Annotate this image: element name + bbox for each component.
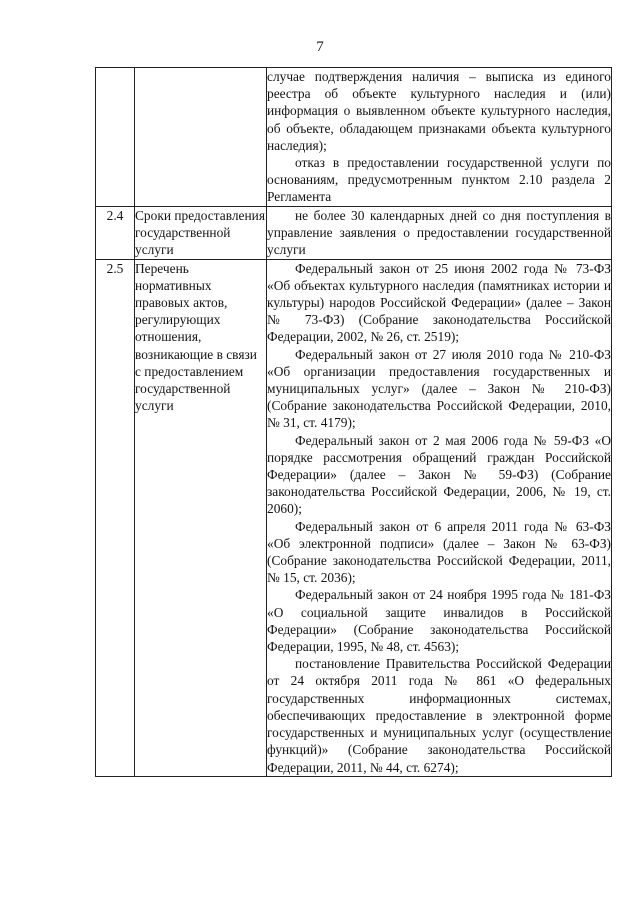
row-content [267,259,612,776]
content-paragraph: не более 30 календарных дней со дня поступления в управление заявления о предоставлении государственной услуги [267,208,611,258]
content-paragraph: постановление Правительства Российской Федерации от 24 октября 2011 года № 861 «О федеральных государственных информационных системах, обеспечивающих предоставление в электронной форме государственных и муниципальных услуг (осуществление функций)» (Собрание законодательства Российской Федерации, 2011, № 44, ст. 6274); [267,656,611,775]
row-content [267,68,612,207]
content-paragraph: Федеральный закон от 24 ноября 1995 года № 181-ФЗ «О социальной защите инвалидов в Российской Федерации» (Собрание законодательства Российской Федерации, 1995, № 48, ст. 4563); [267,587,611,655]
row-number [96,68,135,207]
content-paragraph: случае подтверждения наличия – выписка из единого реестра об объекте культурного наследия и (или) информация о выявленном объекте культурного наследия, об объекте, обладающем признаками объекта культурного наследия); [267,69,611,153]
content-paragraph: Федеральный закон от 6 апреля 2011 года № 63-ФЗ «Об электронной подписи» (далее – Закон № 63-ФЗ) (Собрание законодательства Российской Федерации, 2011, № 15, ст. 2036); [267,518,611,586]
row-title [135,68,267,207]
row-number: 2.4 [96,207,135,260]
content-paragraph: Федеральный закон от 2 мая 2006 года № 59-ФЗ «О порядке рассмотрения обращений граждан Российской Федерации» (далее – Закон № 59-ФЗ) (Собрание законодательства Российской Федерации, 2006, № 19, ст. 2060); [267,432,611,517]
table-row [96,207,612,260]
content-paragraph: Федеральный закон от 27 июля 2010 года № 210-ФЗ «Об организации предоставления государственных и муниципальных услуг» (далее – Закон № 210-ФЗ) (Собрание законодательства Российской Федерации, 2010, № 31, ст. 4179); [267,346,611,431]
table-row [96,259,612,776]
page-number: 7 [316,39,324,55]
row-number: 2.5 [96,259,135,776]
row-title: Сроки предоставления государственной услуги [135,208,265,258]
row-title: Перечень нормативных правовых актов, регулирующих отношения, возникающие в связи с предоставлением государственной услуги [135,259,267,776]
content-paragraph: отказ в предоставлении государственной услуги по основаниям, предусмотренным пунктом 2.10 раздела 2 Регламента [267,155,611,205]
row-content [267,207,612,260]
table-row [96,68,612,207]
content-paragraph: Федеральный закон от 25 июня 2002 года № 73-ФЗ «Об объектах культурного наследия (памятниках истории и культуры) народов Российской Федерации» (далее – Закон № 73-ФЗ) (Собрание законодательства Российской Федерации, 2002, № 26, ст. 2519); [267,260,611,345]
regulation-table [95,67,612,777]
